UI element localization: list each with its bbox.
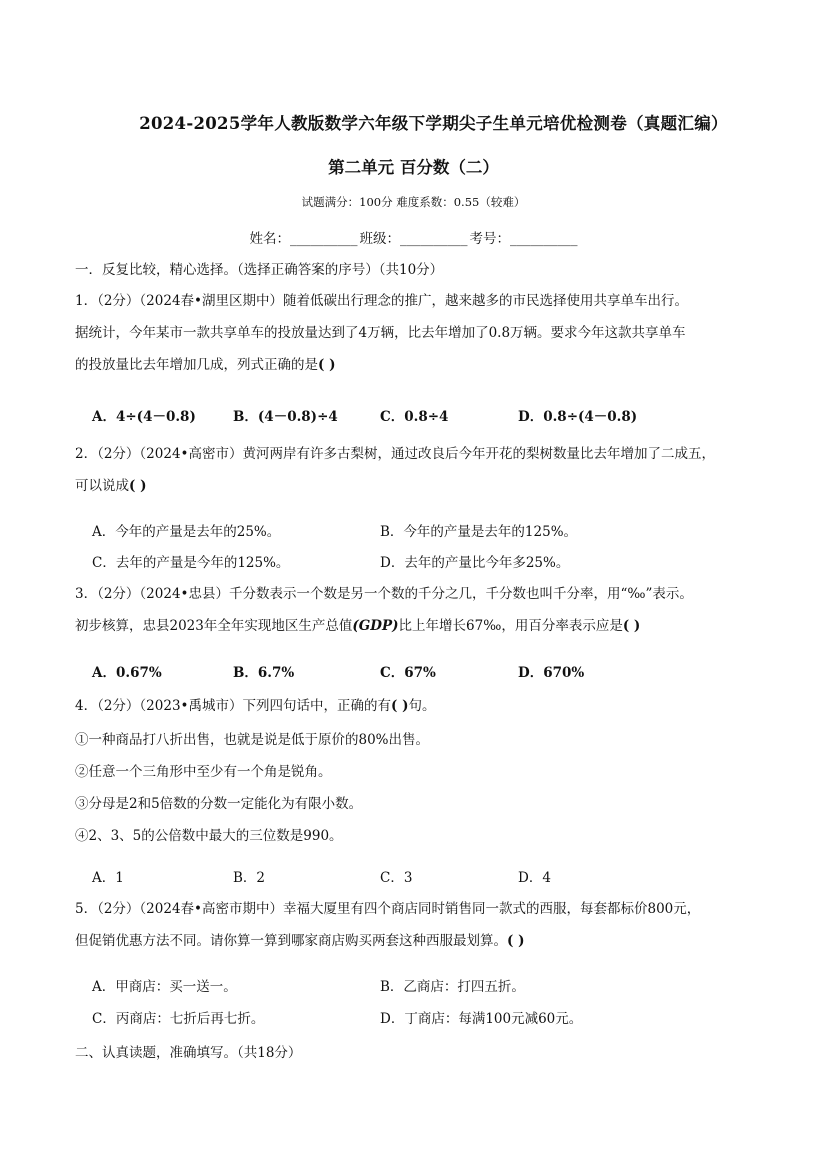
question-2-option-a[interactable]: A．今年的产量是去年的25%。 (92, 524, 281, 540)
question-2-option-b[interactable]: B．今年的产量是去年的125%。 (380, 524, 578, 540)
question-3-line-2-text-a: 初步核算，忠县2023年全年实现地区生产总值 (75, 618, 353, 634)
question-3-line-2 (75, 610, 765, 642)
question-4-option-d[interactable]: D．4 (518, 870, 551, 886)
question-1-line-2: 据统计，今年某市一款共享单车的投放量达到了4万辆，比去年增加了0.8万辆。要求今年这款共享单车 (75, 325, 686, 341)
name-blank[interactable]: __________ (290, 231, 358, 247)
question-3-option-b[interactable]: B．6.7% (233, 665, 295, 681)
question-5-option-a[interactable]: A．甲商店：买一送一。 (92, 979, 237, 995)
section-2-heading: 二、认真读题，准确填写。（共18分） (75, 1045, 302, 1061)
gdp-label: (GDP) (352, 618, 399, 634)
question-3-option-a[interactable]: A．0.67% (92, 665, 162, 681)
question-5-line-2 (75, 925, 765, 957)
section-1-heading: 一．反复比较，精心选择。（选择正确答案的序号）（共10分） (75, 262, 444, 278)
question-4-statement-2: ②任意一个三角形中至少有一个角是锐角。 (75, 764, 332, 780)
question-2-line-2-text: 可以说成 (75, 478, 129, 494)
question-1-option-b[interactable]: B．(4－0.8)÷4 (233, 409, 338, 425)
question-1-line-1: 1．（2分）（2024春•湖里区期中）随着低碳出行理念的推广，越来越多的市民选择使用共享单车出行。 (75, 293, 688, 309)
question-3-line-1: 3．（2分）（2024•忠县）千分数表示一个数是另一个数的千分之几，千分数也叫千分率，用“‰”表示。 (75, 586, 693, 602)
id-blank[interactable]: __________ (510, 231, 578, 247)
question-1-option-a[interactable]: A．4÷(4－0.8) (92, 409, 196, 425)
exam-meta: 试题满分：100分 难度系数：0.55（较难） (301, 195, 526, 209)
question-4-line-1-text-b: 句。 (408, 698, 436, 714)
question-1-line-3 (75, 349, 765, 381)
question-5-option-b[interactable]: B．乙商店：打四五折。 (380, 979, 525, 995)
question-1-option-d[interactable]: D．0.8÷(4－0.8) (518, 409, 638, 425)
question-1-option-c[interactable]: C．0.8÷4 (380, 409, 449, 425)
question-5 (75, 893, 765, 957)
question-2-answer-blank[interactable]: ( ) (129, 478, 147, 494)
question-4-statement-4: ④2、3、5的公倍数中最大的三位数是990。 (75, 828, 343, 844)
question-3 (75, 578, 765, 642)
unit-title: 第二单元 百分数（二） (328, 158, 499, 177)
question-4-answer-blank[interactable]: ( ) (391, 698, 409, 714)
question-1-answer-blank[interactable]: ( ) (318, 357, 336, 373)
question-5-option-d[interactable]: D．丁商店：每满100元减60元。 (380, 1011, 583, 1027)
question-2-line-2 (75, 470, 765, 502)
question-5-line-1: 5．（2分）（2024春•高密市期中）幸福大厦里有四个商店同时销售同一款式的西服，每套都标价800元， (75, 901, 701, 917)
class-blank[interactable]: __________ (400, 231, 468, 247)
question-4-option-c[interactable]: C．3 (380, 870, 413, 886)
student-info-fields (0, 227, 827, 247)
question-4 (75, 690, 765, 852)
question-4-statement-3: ③分母是2和5倍数的分数一定能化为有限小数。 (75, 796, 363, 812)
question-3-option-d[interactable]: D．670% (518, 665, 585, 681)
exam-title: 2024-2025学年人教版数学六年级下学期尖子生单元培优检测卷（真题汇编） (139, 114, 728, 133)
question-2 (75, 438, 765, 502)
question-3-option-c[interactable]: C．67% (380, 665, 436, 681)
question-1 (75, 285, 765, 381)
question-3-line-2-text-b: 比上年增长67‰，用百分率表示应是 (398, 618, 623, 634)
question-2-option-d[interactable]: D．去年的产量比今年多25%。 (380, 555, 570, 571)
question-4-option-a[interactable]: A．1 (92, 870, 124, 886)
question-5-option-c[interactable]: C．丙商店：七折后再七折。 (92, 1011, 265, 1027)
question-4-statement-1: ①一种商品打八折出售，也就是说是低于原价的80%出售。 (75, 732, 430, 748)
question-2-line-1: 2．（2分）（2024•高密市）黄河两岸有许多古梨树，通过改良后今年开花的梨树数量比去年增加了二成五， (75, 446, 715, 462)
question-5-answer-blank[interactable]: ( ) (507, 933, 525, 949)
class-label: 班级： (359, 231, 400, 247)
question-2-option-c[interactable]: C．去年的产量是今年的125%。 (92, 555, 290, 571)
question-4-option-b[interactable]: B．2 (233, 870, 266, 886)
question-4-line-1 (75, 690, 765, 722)
question-3-answer-blank[interactable]: ( ) (622, 618, 641, 634)
name-label: 姓名： (249, 231, 290, 247)
question-4-line-1-text-a: 4．（2分）（2023•禹城市）下列四句话中，正确的有 (75, 698, 391, 714)
question-5-line-2-text: 但促销优惠方法不同。请你算一算到哪家商店购买两套这种西服最划算。 (75, 933, 507, 949)
question-1-line-3-text: 的投放量比去年增加几成，列式正确的是 (75, 357, 318, 373)
id-label: 考号： (469, 231, 510, 247)
